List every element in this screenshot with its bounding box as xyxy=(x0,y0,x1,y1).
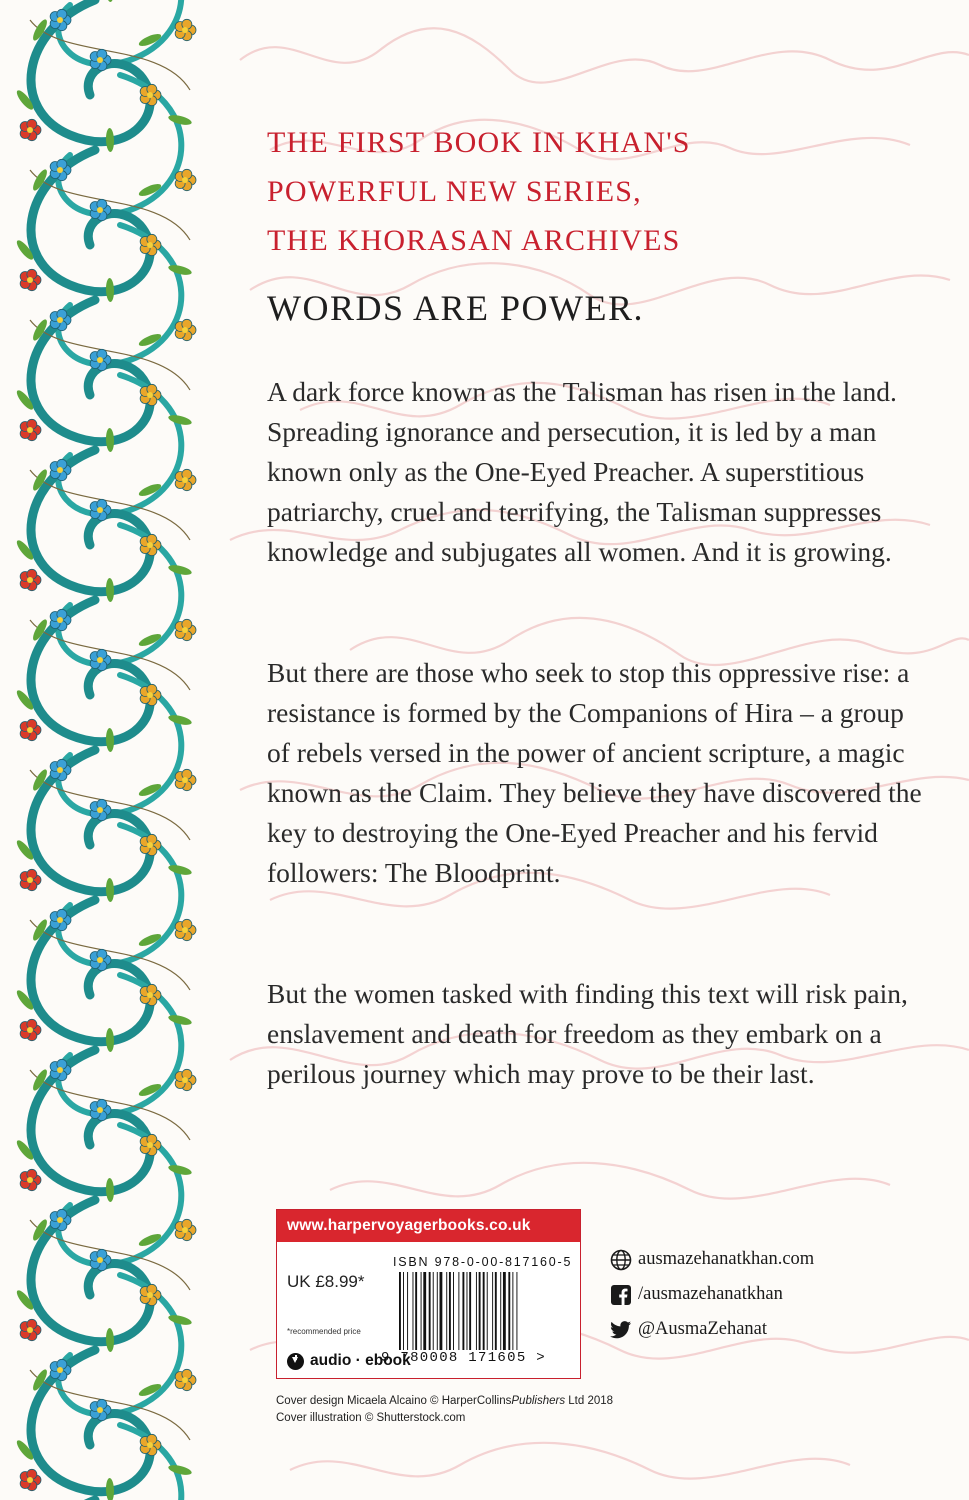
author-website-label: ausmazehanatkhan.com xyxy=(638,1249,815,1269)
price-label: UK £8.99* xyxy=(287,1272,365,1291)
barcode-image xyxy=(397,1272,565,1350)
isbn-label: ISBN 978-0-00-817160-5 xyxy=(393,1255,573,1269)
twitter-icon xyxy=(610,1320,632,1340)
formats-row xyxy=(287,1352,411,1370)
facebook-label: /ausmazehanatkhan xyxy=(638,1284,783,1304)
author-website-link[interactable] xyxy=(610,1242,814,1277)
author-social-links xyxy=(610,1242,814,1347)
twitter-label: @AusmaZehanat xyxy=(638,1319,768,1339)
tagline-line-3: THE KHORASAN ARCHIVES xyxy=(267,224,681,257)
headline: WORDS ARE POWER. xyxy=(267,288,645,328)
tagline-line-1: THE FIRST BOOK IN KHAN'S xyxy=(267,126,691,159)
publisher-website-link[interactable]: www.harpervoyagerbooks.co.uk xyxy=(277,1210,580,1242)
cover-credits xyxy=(276,1393,613,1427)
globe-icon xyxy=(610,1249,632,1271)
blurb-paragraph-2: But there are those who seek to stop this oppressive rise: a resistance is formed by the Companions of Hira – a group of rebels versed in the power of ancient scripture, a magic known as the Claim. They believe they have discovered the key to destroying the One-Eyed Preacher and his fervid followers: The Bloodprint. xyxy=(267,657,922,888)
facebook-icon xyxy=(610,1284,632,1306)
blurb-paragraph-3: But the women tasked with finding this text will risk pain, enslavement and death for freedom as they embark on a perilous journey which may prove to be their last. xyxy=(267,978,908,1089)
illustration-credit: Cover illustration © Shutterstock.com xyxy=(276,1412,466,1424)
twitter-link[interactable] xyxy=(610,1312,814,1347)
formats-label: audio · ebook xyxy=(310,1352,411,1369)
blurb-paragraph-1: A dark force known as the Talisman has risen in the land. Spreading ignorance and persecution, it is led by a man known only as the One-Eyed Preacher. A superstitious patriarchy, cruel and terrifying, the Talisman suppresses knowledge and subjugates all women. And it is growing. xyxy=(267,376,897,567)
tagline-line-2: POWERFUL NEW SERIES, xyxy=(267,175,642,208)
series-tagline xyxy=(267,118,691,265)
design-credit: Cover design Micaela Alcaino © HarperCollinsPublishers Ltd 2018 xyxy=(276,1395,614,1407)
floral-border-ornament xyxy=(0,0,215,1500)
facebook-link[interactable] xyxy=(610,1277,814,1312)
barcode-digits: 9 780008 171605 > xyxy=(381,1350,546,1366)
barcode-panel xyxy=(276,1209,581,1379)
price-note: *recommended price xyxy=(287,1327,361,1336)
download-icon xyxy=(287,1353,304,1370)
